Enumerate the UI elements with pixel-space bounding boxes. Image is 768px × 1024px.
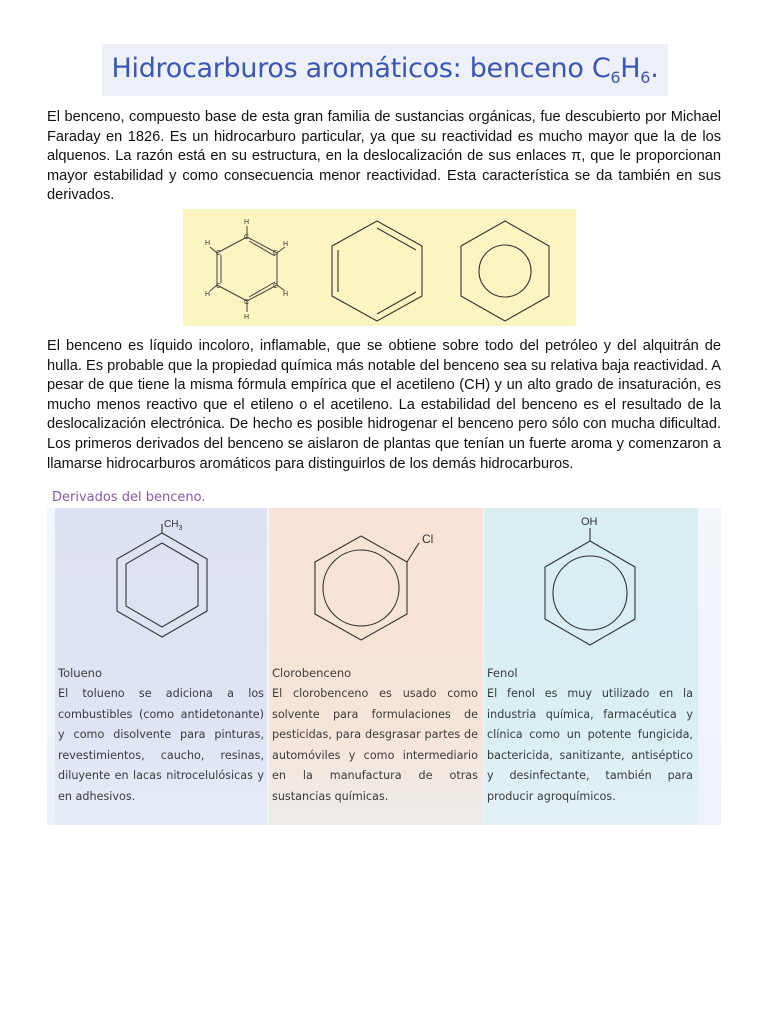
derivative-description: El tolueno se adiciona a los combustibles (como antidetonante) y como disolvente para pinturas, revestimientos, caucho, resinas, diluyente en lacas nitrocelulósicas y en adhesivos. [58, 687, 264, 803]
derivative-card-fenol [484, 508, 698, 825]
phenol-structure [484, 508, 698, 658]
atom-label: C [244, 299, 250, 306]
intro-paragraph: El benceno, compuesto base de esta gran familia de sustancias orgánicas, fue descubierto por Michael Faraday en 1826. Es un hidrocarburo particular, ya que su reactividad es mucho mayor que la de los alquenos. La razón está en su estructura, en la deslocalización de sus enlaces π, que le proporcionan mayor estabilidad y como consecuencia menor reactividad. Esta característica se da también en sus derivados. [47, 109, 721, 204]
derivative-name: Tolueno [58, 666, 102, 680]
page-title: Hidrocarburos aromáticos: benceno $C_6H_6$. [111, 53, 659, 87]
atom-label: C [216, 250, 222, 257]
atom-label: H [244, 314, 250, 321]
derivative-name: Fenol [487, 666, 518, 680]
derivative-name: Clorobenceno [272, 666, 352, 680]
skeletal-benzene [332, 221, 422, 321]
properties-paragraph: El benceno es líquido incoloro, inflamable, que se obtiene sobre todo del petróleo y del alquitrán de hulla. Es probable que la propiedad química más notable del benceno sea su relativa baja reactividad. A pesar de que tiene la misma fórmula empírica que el acetileno (CH) y un alto grado de insaturación, es mucho menos reactivo que el etileno o el acetileno. La estabilidad del benceno es el resultado de la deslocalización electrónica. De hecho es posible hidrogenar el benceno pero sólo con mucha dificultad. Los primeros derivados del benceno se aislaron de plantas que tenían un fuerte aroma y comenzaron a llamarse hidrocarburos aromáticos para distinguirlos de los demás hidrocarburos. [47, 338, 721, 472]
substituent-label: OH [581, 516, 598, 528]
atom-label: H [244, 219, 250, 226]
derivatives-title: Derivados del benceno. [52, 490, 206, 505]
atom-label: H [283, 291, 289, 298]
toluene-structure [55, 508, 267, 658]
atom-label: H [205, 291, 211, 298]
atom-label: C [273, 283, 279, 290]
derivative-card-tolueno [55, 508, 267, 825]
derivative-card-clorobenceno [269, 508, 483, 825]
benzene-structures-figure [183, 209, 576, 326]
atom-label: C [273, 250, 279, 257]
derivative-description: El clorobenceno es usado como solvente para formulaciones de pesticidas, para desgrasar partes de automóviles y como intermediario en la manufactura de otras sustancias químicas. [272, 687, 478, 803]
chlorobenzene-structure [269, 508, 483, 658]
atom-label: H [283, 241, 289, 248]
atom-label: H [205, 240, 211, 247]
derivative-description: El fenol es muy utilizado en la industria química, farmacéutica y clínica como un potente fungicida, bactericida, sanitizante, antiséptico y desinfectante, también para producir agroquímicos. [487, 687, 693, 803]
title-banner [102, 44, 668, 96]
substituent-label: Cl [422, 532, 434, 546]
aromatic-ring-benzene [461, 221, 549, 321]
atom-label: C [244, 234, 250, 241]
benzene-structures-svg [183, 209, 576, 326]
derivatives-panel [47, 508, 721, 825]
substituent-label: $CH_3$ [164, 519, 183, 532]
atom-label: C [216, 283, 222, 290]
